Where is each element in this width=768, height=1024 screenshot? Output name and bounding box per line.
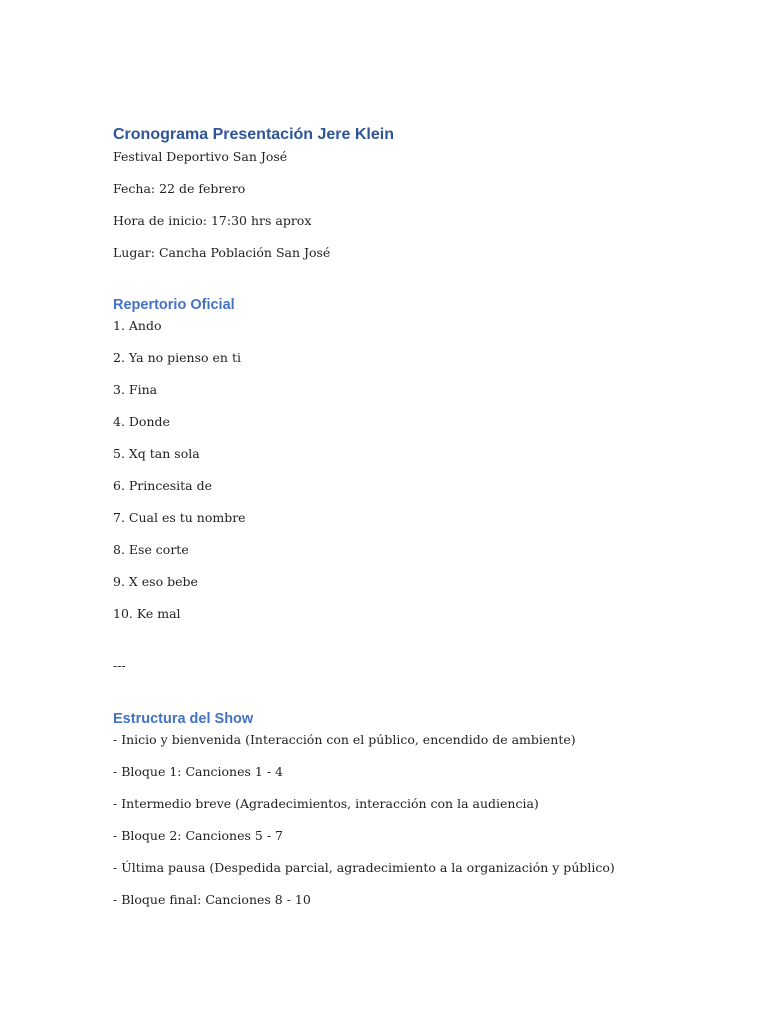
list-item: 1. Ando: [113, 318, 162, 333]
list-item: - Inicio y bienvenida (Interacción con el público, encendido de ambiente): [113, 732, 576, 747]
list-item: 4. Donde: [113, 414, 170, 429]
event-location: Lugar: Cancha Población San José: [113, 245, 331, 260]
list-item: 3. Fina: [113, 382, 158, 397]
list-item: 7. Cual es tu nombre: [113, 510, 246, 525]
structure-list: [113, 731, 713, 908]
repertoire-list: [113, 317, 713, 622]
list-item: - Bloque 2: Canciones 5 - 7: [113, 828, 283, 843]
list-item: 5. Xq tan sola: [113, 446, 200, 461]
list-item: 8. Ese corte: [113, 542, 189, 557]
list-item: 2. Ya no pienso en ti: [113, 350, 241, 365]
section-separator: ---: [113, 658, 126, 673]
event-date: Fecha: 22 de febrero: [113, 181, 246, 196]
event-info: [113, 148, 713, 261]
document-body: [113, 124, 713, 908]
document-title: Cronograma Presentación Jere Klein: [113, 126, 394, 143]
structure-heading: Estructura del Show: [113, 711, 254, 727]
repertoire-heading: Repertorio Oficial: [113, 297, 235, 313]
list-item: - Intermedio breve (Agradecimientos, interacción con la audiencia): [113, 796, 539, 811]
event-start-time: Hora de inicio: 17:30 hrs aprox: [113, 213, 312, 228]
list-item: - Bloque final: Canciones 8 - 10: [113, 892, 311, 907]
list-item: 10. Ke mal: [113, 606, 181, 621]
list-item: - Bloque 1: Canciones 1 - 4: [113, 764, 283, 779]
list-item: - Última pausa (Despedida parcial, agradecimiento a la organización y público): [113, 860, 615, 875]
event-name: Festival Deportivo San José: [113, 149, 288, 164]
list-item: 6. Princesita de: [113, 478, 212, 493]
list-item: 9. X eso bebe: [113, 574, 198, 589]
